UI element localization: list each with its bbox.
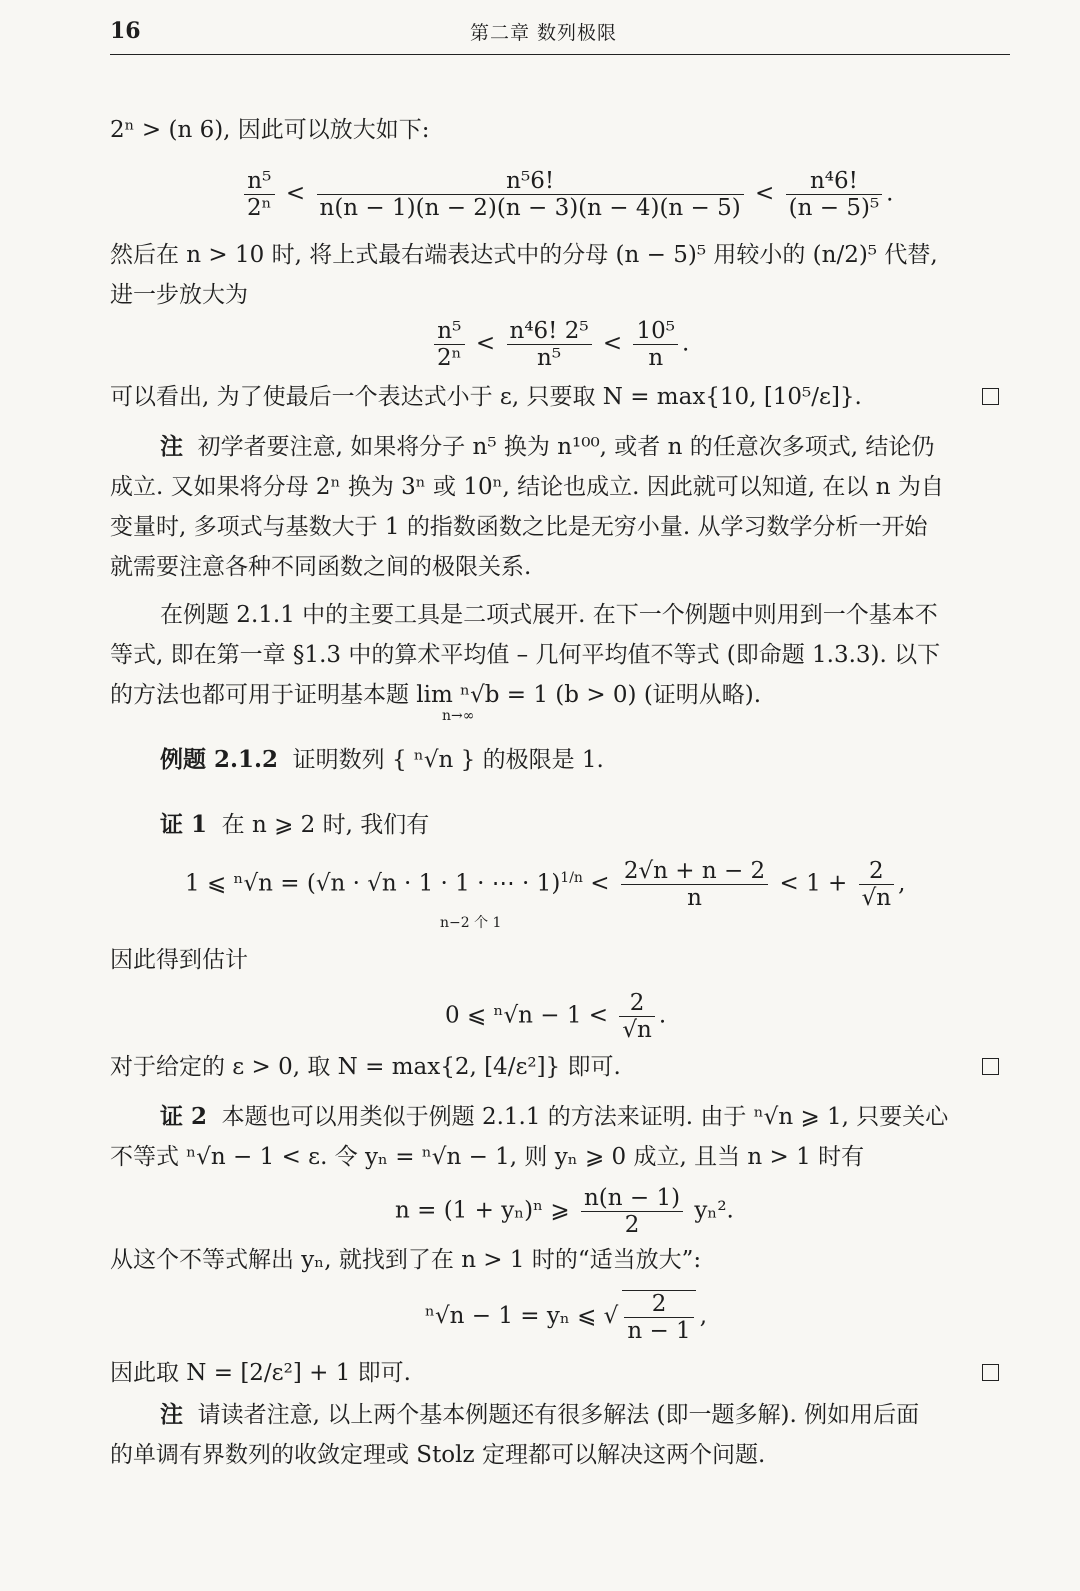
equation-4: 0 ⩽ ⁿ√n − 1 < $\frac{2}{√n}$ . xyxy=(445,990,667,1043)
proof-2: 证 2 本题也可以用类似于例题 2.1.1 的方法来证明. 由于 ⁿ√n ⩾ 1, 只要关心 xyxy=(160,1103,949,1130)
equation-3: 1 ⩽ ⁿ√n = (√n · √n · 1 · 1 · ⋯ · 1)$^{1/n}$ < $\frac{2√n + n - 2}{n}$ < 1 + $\frac{2}{√n}$ , xyxy=(185,858,906,911)
qed-box xyxy=(982,388,999,405)
text-line: 对于给定的 ε > 0, 取 N = max{2, [4/ε²]} 即可. xyxy=(110,1054,621,1080)
proof-1-heading: 证 1 在 n ⩾ 2 时, 我们有 xyxy=(160,811,430,838)
note-2: 注 请读者注意, 以上两个基本例题还有很多解法 (即一题多解). 例如用后面 xyxy=(160,1401,920,1428)
limit-subscript: n→∞ xyxy=(442,708,475,724)
text-line: 成立. 又如果将分母 2ⁿ 换为 3ⁿ 或 10ⁿ, 结论也成立. 因此就可以知道, 在以 n 为自 xyxy=(110,474,944,500)
page-number: 16 xyxy=(110,18,141,44)
text-line: 从这个不等式解出 yₙ, 就找到了在 n > 1 时的“适当放大”: xyxy=(110,1247,702,1273)
equation-6: ⁿ√n − 1 = yₙ ⩽ √ $\frac{2}{n - 1}$ , xyxy=(425,1291,707,1344)
qed-box xyxy=(982,1364,999,1381)
underbrace-label: n−2 个 1 xyxy=(440,915,502,931)
text-line: 因此取 N = [2/ε²] + 1 即可. xyxy=(110,1360,411,1386)
text-line: 因此得到估计 xyxy=(110,947,248,973)
text-line: 就需要注意各种不同函数之间的极限关系. xyxy=(110,554,532,580)
text-line: 可以看出, 为了使最后一个表达式小于 ε, 只要取 N = max{10, [10⁵/ε]}. xyxy=(110,384,862,410)
equation-5: n = (1 + yₙ)ⁿ ⩾ $\frac{n(n - 1)}{2}$ yₙ². xyxy=(395,1185,734,1238)
text-line: 然后在 n > 10 时, 将上式最右端表达式中的分母 (n − 5)⁵ 用较小的 (n/2)⁵ 代替, xyxy=(110,242,938,268)
equation-1: $\frac{\text{n⁵}}{\text{2ⁿ}}$ < $\frac{\text{n⁵6!}}{n(n - 1)(n - 2)(n - 3)(n - 4)(n - 5)}$ < $\frac{\text{n⁴6!}}{\text{(n − 5)⁵}}$ . xyxy=(240,168,893,221)
text-line: 的方法也都可用于证明基本题 lim ⁿ√b = 1 (b > 0) (证明从略). xyxy=(110,682,762,708)
text-line: 2ⁿ > (n 6), 因此可以放大如下: xyxy=(110,117,430,143)
text-line: 进一步放大为 xyxy=(110,282,248,308)
text-line: 不等式 ⁿ√n − 1 < ε. 令 yₙ = ⁿ√n − 1, 则 yₙ ⩾ 0 成立, 且当 n > 1 时有 xyxy=(110,1144,865,1170)
qed-box xyxy=(982,1058,999,1075)
text-line: 变量时, 多项式与基数大于 1 的指数函数之比是无穷小量. 从学习数学分析一开始 xyxy=(110,514,928,540)
text-line: 等式, 即在第一章 §1.3 中的算术平均值 – 几何平均值不等式 (即命题 1.3.3). 以下 xyxy=(110,642,941,668)
running-title: 第二章 数列极限 xyxy=(470,22,618,44)
equation-2: $\frac{\text{n⁵}}{\text{2ⁿ}}$ < $\frac{\text{n⁴6! 2⁵}}{\text{n⁵}}$ < $\frac{\text{10⁵}}{n}$ . xyxy=(430,318,689,371)
example-heading: 例题 2.1.2 证明数列 { ⁿ√n } 的极限是 1. xyxy=(160,746,604,773)
text-line: 的单调有界数列的收敛定理或 Stolz 定理都可以解决这两个问题. xyxy=(110,1442,766,1468)
text-line: 在例题 2.1.1 中的主要工具是二项式展开. 在下一个例题中则用到一个基本不 xyxy=(160,602,938,628)
page-header xyxy=(110,18,1010,55)
note-1: 注 初学者要注意, 如果将分子 n⁵ 换为 n¹⁰⁰, 或者 n 的任意次多项式, 结论仍 xyxy=(160,433,935,460)
